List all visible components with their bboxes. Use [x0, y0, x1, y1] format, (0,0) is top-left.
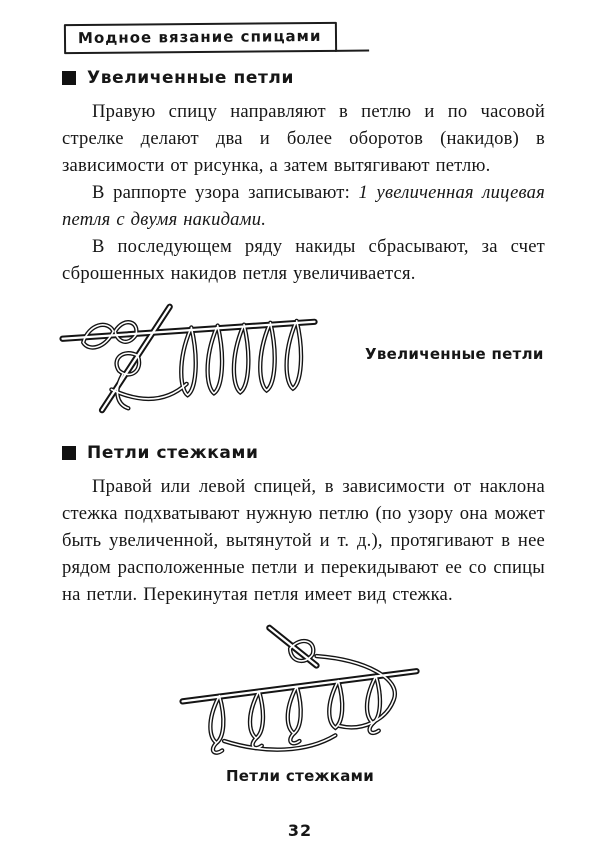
figure-increased-loops — [55, 297, 545, 419]
square-bullet-icon — [62, 446, 76, 460]
illustration-caption: Увеличенные петли — [365, 345, 544, 363]
section-heading-label: Петли стежками — [87, 443, 259, 463]
paragraph: В последующем ряду накиды сбрасывают, за счет сброшенных накидов петля увеличивается. — [62, 236, 545, 284]
paragraph: Правую спицу направляют в петлю и по часовой стрелке делают два и более оборотов (накидов) в зависимости от рисунка, а затем вытягивают петлю. — [62, 101, 545, 176]
running-header-label: Модное вязание спицами — [77, 26, 322, 48]
knitting-illustration-stitch-loops — [175, 622, 425, 760]
section-heading-increased-loops — [62, 68, 600, 88]
figure-stitch-loops — [0, 622, 600, 785]
paragraph: Правой или левой спицей, в зависимости от наклона стежка подхватывают нужную петлю (по узору она может быть увеличенной, вытянутой и т. д.), протягивают в нее рядом расположенные петли и перекидывают ее со спицы на петли. Перекинутая петля имеет вид стежка. — [62, 476, 545, 605]
page-number: 32 — [287, 821, 313, 840]
section-heading-label: Увеличенные петли — [87, 68, 294, 88]
section-1-body — [62, 98, 545, 287]
section-heading-stitch-loops — [62, 443, 600, 463]
running-header — [64, 22, 338, 54]
knitting-illustration-increased-loops — [55, 297, 323, 419]
pattern-notation-lead: В раппорте узора записывают: — [92, 182, 359, 203]
paragraph — [62, 179, 545, 233]
section-2-body — [62, 473, 545, 608]
square-bullet-icon — [62, 71, 76, 85]
illustration-caption: Петли стежками — [225, 767, 375, 785]
pattern-notation-italic: 1 увеличенная лицевая петля с двумя накидами. — [62, 182, 545, 230]
